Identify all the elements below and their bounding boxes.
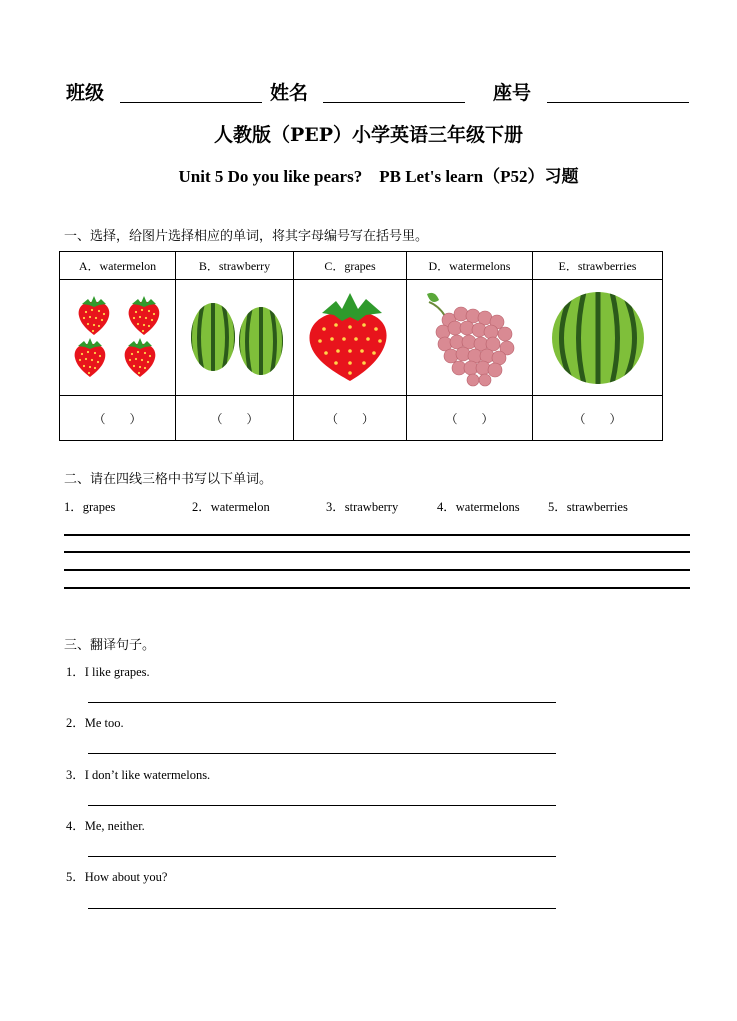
answer-blank-4[interactable]: （ ）	[407, 396, 533, 441]
answer-blank-3[interactable]: （ ）	[294, 396, 407, 441]
picture-cell-3	[294, 280, 407, 396]
writing-line-3	[64, 569, 690, 571]
sentence-2: 2．Me too.	[66, 716, 124, 730]
translation-line-3[interactable]	[88, 805, 556, 806]
word-4: 4．watermelons	[437, 500, 520, 514]
options-row	[60, 252, 663, 280]
word-2: 2．watermelon	[192, 500, 270, 514]
writing-line-4	[64, 587, 690, 589]
picture-cell-5	[533, 280, 663, 396]
option-c: C．grapes	[294, 252, 407, 280]
sentence-4: 4．Me, neither.	[66, 819, 145, 833]
name-field[interactable]	[323, 80, 465, 103]
class-label: 班级	[66, 82, 105, 104]
class-field[interactable]	[120, 80, 262, 103]
word-3: 3．strawberry	[326, 500, 399, 514]
name-label: 姓名	[270, 82, 309, 104]
sentence-3: 3．I don’t like watermelons.	[66, 768, 211, 782]
option-b: B．strawberry	[176, 252, 294, 280]
word-1: 1．grapes	[64, 500, 116, 514]
translation-line-4[interactable]	[88, 856, 556, 857]
translation-line-5[interactable]	[88, 908, 556, 909]
section1-heading: 一、选择，给图片选择相应的单词，将其字母编号写在括号里。	[64, 228, 429, 243]
watermelon-icon	[543, 288, 653, 388]
translation-line-2[interactable]	[88, 753, 556, 754]
option-e: E．strawberries	[533, 252, 663, 280]
translation-line-1[interactable]	[88, 702, 556, 703]
answer-blank-1[interactable]: （ ）	[60, 396, 176, 441]
picture-cell-4	[407, 280, 533, 396]
picture-cell-1	[60, 280, 176, 396]
page-subtitle: Unit 5 Do you like pears? PB Let's learn（P52）习题	[178, 167, 579, 186]
option-a: A．watermelon	[60, 252, 176, 280]
seat-field[interactable]	[547, 80, 689, 103]
section3-heading: 三、翻译句子。	[64, 637, 156, 652]
writing-line-1	[64, 534, 690, 536]
matching-table	[59, 251, 663, 441]
watermelons-icon	[183, 293, 287, 383]
strawberry-icon	[300, 291, 400, 385]
answers-row	[60, 396, 663, 441]
page-title: 人教版（PEP）小学英语三年级下册	[213, 124, 524, 146]
word-5: 5．strawberries	[548, 500, 628, 514]
answer-blank-5[interactable]: （ ）	[533, 396, 663, 441]
section2-heading: 二、请在四线三格中书写以下单词。	[64, 471, 273, 486]
strawberries-icon	[68, 293, 168, 383]
writing-line-2	[64, 551, 690, 553]
sentence-5: 5．How about you?	[66, 870, 168, 884]
option-d: D．watermelons	[407, 252, 533, 280]
grapes-icon	[415, 288, 525, 388]
pictures-row	[60, 280, 663, 396]
sentence-1: 1．I like grapes.	[66, 665, 150, 679]
answer-blank-2[interactable]: （ ）	[176, 396, 294, 441]
seat-label: 座号	[493, 82, 532, 104]
picture-cell-2	[176, 280, 294, 396]
